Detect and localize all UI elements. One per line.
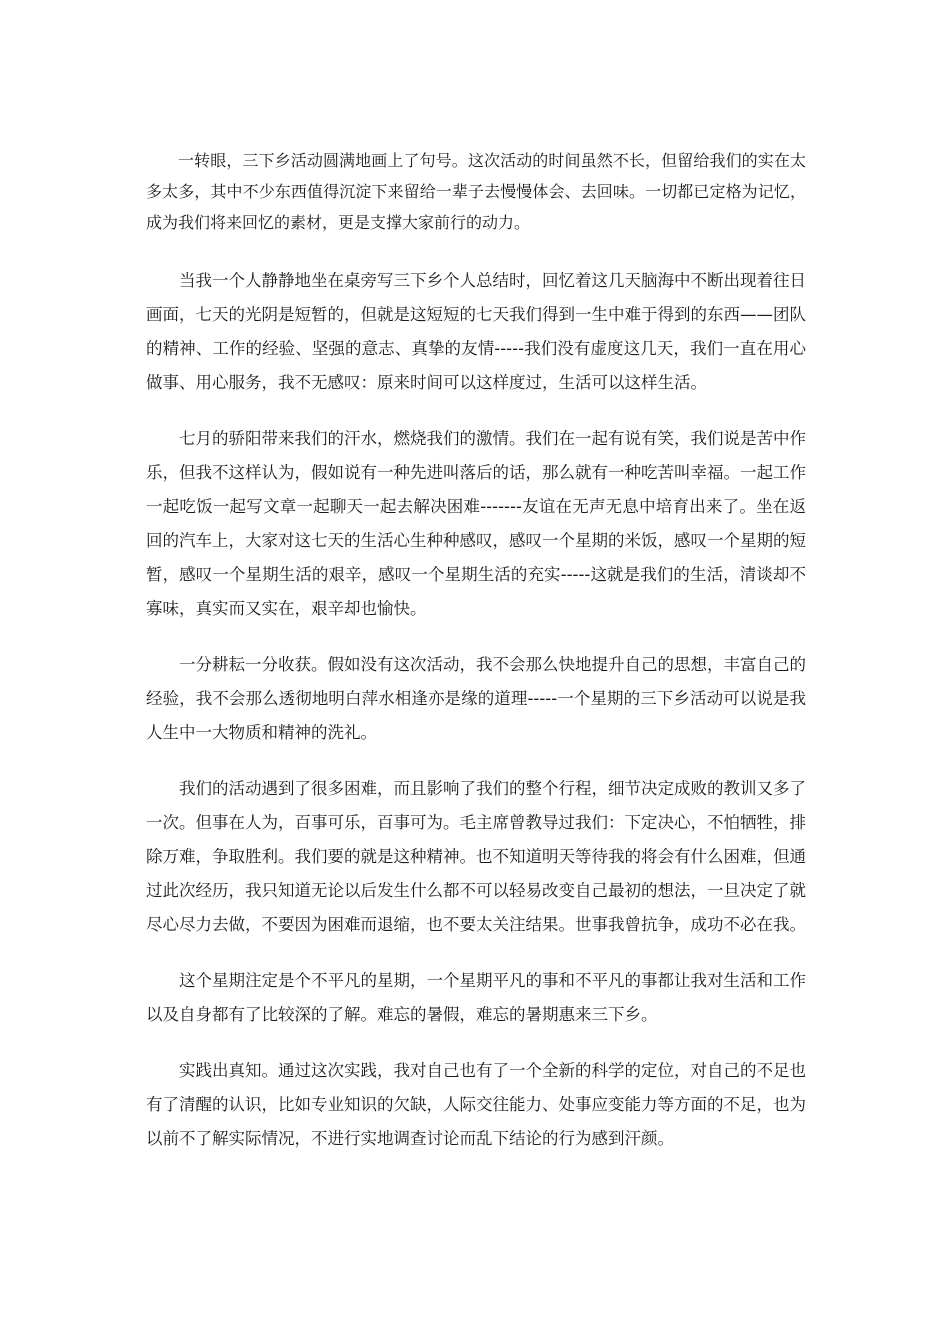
paragraph-3: 七月的骄阳带来我们的汗水，燃烧我们的激情。我们在一起有说有笑，我们说是苦中作乐，但我不这样认为，假如说有一种先进叫落后的话，那么就有一种吃苦叫幸福。一起工作一起吃饭一起写文章一起聊天一起去解决困难-------友谊在无声无息中培育出来了。坐在返回的汽车上，大家对这七天的生活心生种种感叹，感叹一个星期的米饭，感叹一个星期的短暂，感叹一个星期生活的艰辛，感叹一个星期生活的充实-----这就是我们的生活，清谈却不寡味，真实而又实在，艰辛却也愉快。 [146,429,806,618]
paragraph-7: 实践出真知。通过这次实践，我对自己也有了一个全新的科学的定位，对自己的不足也有了清醒的认识，比如专业知识的欠缺，人际交往能力、处事应变能力等方面的不足，也为以前不了解实际情况，不进行实地调查讨论而乱下结论的行为感到汗颜。 [146,1061,806,1148]
paragraph-4: 一分耕耘一分收获。假如没有这次活动，我不会那么快地提升自己的思想，丰富自己的经验，我不会那么透彻地明白萍水相逢亦是缘的道理-----一个星期的三下乡活动可以说是我人生中一大物质和精神的洗礼。 [146,655,806,742]
paragraph-5: 我们的活动遇到了很多困难，而且影响了我们的整个行程，细节决定成败的教训又多了一次。但事在人为，百事可乐，百事可为。毛主席曾教导过我们：下定决心，不怕牺牲，排除万难，争取胜利。我们要的就是这种精神。也不知道明天等待我的将会有什么困难，但通过此次经历，我只知道无论以后发生什么都不可以轻易改变自己最初的想法，一旦决定了就尽心尽力去做，不要因为困难而退缩，也不要太关注结果。世事我曾抗争，成功不必在我。 [146,779,806,934]
paragraph-2: 当我一个人静静地坐在桌旁写三下乡个人总结时，回忆着这几天脑海中不断出现着往日画面，七天的光阴是短暂的，但就是这短短的七天我们得到一生中难于得到的东西——团队的精神、工作的经验、坚强的意志、真挚的友情-----我们没有虚度这几天，我们一直在用心做事、用心服务，我不无感叹：原来时间可以这样度过，生活可以这样生活。 [146,271,806,392]
paragraph-1: 一转眼，三下乡活动圆满地画上了句号。这次活动的时间虽然不长，但留给我们的实在太多太多，其中不少东西值得沉淀下来留给一辈子去慢慢体会、去回味。一切都已定格为记忆，成为我们将来回忆的素材，更是支撑大家前行的动力。 [146,151,806,232]
document-body [146,145,806,1178]
paragraph-6: 这个星期注定是个不平凡的星期，一个星期平凡的事和不平凡的事都让我对生活和工作以及自身都有了比较深的了解。难忘的暑假，难忘的暑期惠来三下乡。 [146,971,806,1024]
